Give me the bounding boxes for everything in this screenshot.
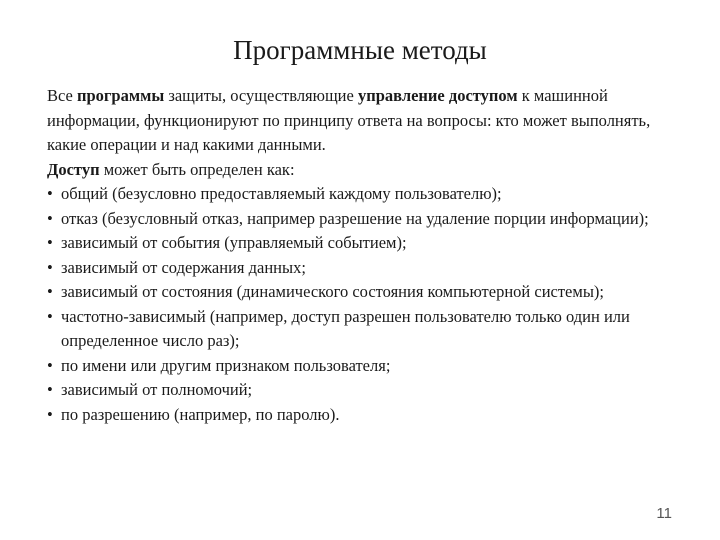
list-item-text: частотно-зависимый (например, доступ разрешен пользователю только один или определенное число раз);	[61, 306, 630, 350]
bullet-icon: •	[47, 355, 53, 375]
bullet-icon: •	[47, 282, 53, 301]
list-item-text: зависимый от события (управляемый событием);	[61, 233, 407, 252]
list-item-text: отказ (безусловный отказ, например разрешение на удаление порции информации);	[61, 208, 649, 228]
list-item-text: зависимый от состояния (динамического состояния компьютерной системы);	[61, 282, 604, 301]
intro-text-1: Все	[47, 86, 77, 105]
list-item	[47, 378, 672, 403]
list-item	[47, 305, 672, 354]
list-item	[47, 354, 672, 379]
intro-text-2: защиты, осуществляющие	[164, 86, 358, 105]
bullet-icon: •	[47, 233, 53, 252]
bullet-icon: •	[47, 306, 53, 326]
bullet-icon: •	[47, 184, 53, 203]
list-item	[47, 231, 672, 256]
slide-content	[47, 84, 672, 427]
list-item-text: зависимый от полномочий;	[61, 380, 253, 399]
access-types-list	[47, 182, 672, 427]
bullet-icon: •	[47, 380, 53, 399]
list-item	[47, 280, 672, 305]
list-item	[47, 256, 672, 281]
bullet-icon: •	[47, 404, 53, 424]
page-number: 11	[656, 505, 672, 522]
list-item	[47, 207, 672, 232]
intro-paragraph	[47, 84, 672, 158]
bullet-icon: •	[47, 208, 53, 228]
intro-bold-access-control: управление доступом	[357, 86, 518, 105]
access-rest: может быть определен как:	[99, 159, 295, 179]
access-bold: Доступ	[47, 159, 100, 179]
intro-text-3: к машинной информации, функционируют по принципу ответа на вопросы: кто может выполнять, какие операции и над какими данными.	[47, 86, 651, 154]
access-definition	[47, 158, 672, 183]
list-item	[47, 182, 672, 207]
list-item-text: по разрешению (например, по паролю).	[61, 404, 340, 424]
intro-bold-programs: программы	[76, 86, 165, 105]
list-item-text: по имени или другим признаком пользователя;	[61, 355, 391, 375]
list-item	[47, 403, 672, 428]
slide-title: Программные методы	[233, 35, 487, 65]
bullet-icon: •	[47, 257, 53, 277]
list-item-text: зависимый от содержания данных;	[61, 257, 306, 277]
list-item-text: общий (безусловно предоставляемый каждому пользователю);	[61, 184, 502, 203]
